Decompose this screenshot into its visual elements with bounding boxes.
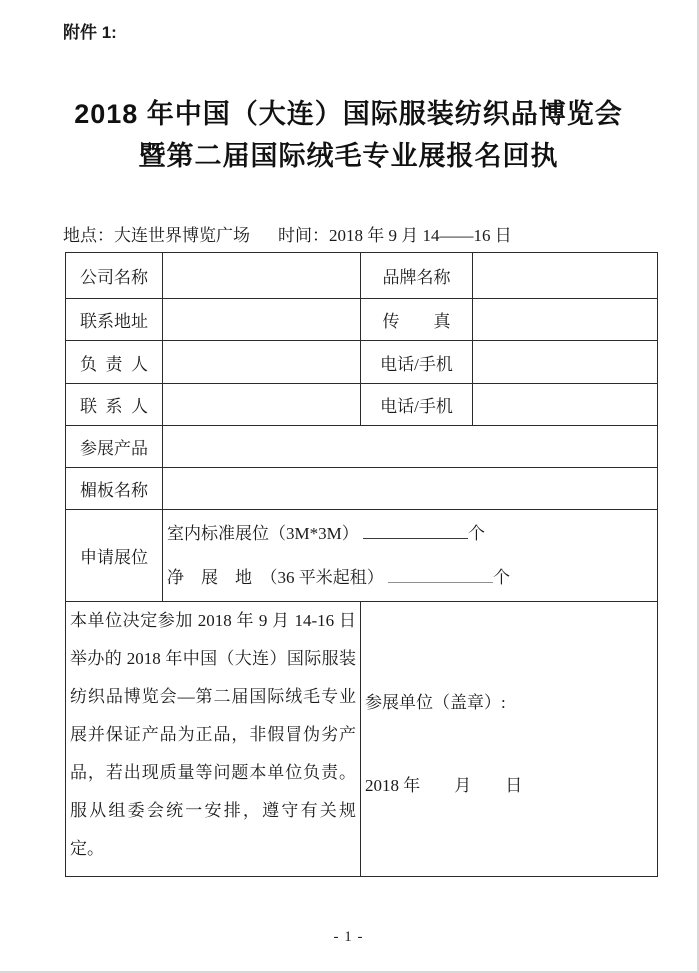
fascia-name-field[interactable] — [163, 468, 658, 510]
table-row-principal — [66, 341, 658, 384]
contact-address-field[interactable] — [163, 299, 361, 341]
fax-label: 传 真 — [361, 299, 473, 341]
signature-cell — [361, 602, 658, 877]
principal-phone-label: 电话/手机 — [361, 341, 473, 384]
booth-option-indoor-unit: 个 — [467, 523, 485, 543]
registration-table — [65, 252, 658, 877]
brand-name-label: 品牌名称 — [361, 253, 473, 299]
contact-person-label: 联 系 人 — [66, 384, 163, 426]
booth-option-rawspace-text: 净 展 地 （36 平米起租） — [167, 567, 384, 587]
exhibit-products-label: 参展产品 — [66, 426, 163, 468]
principal-field[interactable] — [163, 341, 361, 384]
booth-apply-label: 申请展位 — [66, 510, 163, 602]
booth-option-rawspace — [167, 556, 653, 600]
table-row-products — [66, 426, 658, 468]
booth-option-indoor-quantity-blank[interactable] — [363, 521, 468, 539]
fax-field[interactable] — [473, 299, 658, 341]
table-row-contact — [66, 384, 658, 426]
principal-phone-field[interactable] — [473, 341, 658, 384]
contact-person-field[interactable] — [163, 384, 361, 426]
booth-option-rawspace-quantity-blank[interactable] — [388, 565, 493, 583]
table-row-pledge-signature — [66, 602, 658, 877]
booth-option-indoor-text: 室内标准展位（3M*3M） — [167, 523, 359, 543]
company-name-label: 公司名称 — [66, 253, 163, 299]
table-row-fascia — [66, 468, 658, 510]
contact-phone-label: 电话/手机 — [361, 384, 473, 426]
attachment-note: 附件 1: — [63, 23, 117, 42]
page-number: - 1 - — [333, 929, 364, 945]
contact-address-label: 联系地址 — [66, 299, 163, 341]
event-meta-line — [63, 221, 512, 246]
document-title-line1: 2018 年中国（大连）国际服装纺织品博览会 — [74, 99, 623, 129]
venue-text: 地点：大连世界博览广场 — [63, 226, 250, 245]
booth-options-cell — [163, 510, 658, 602]
brand-name-field[interactable] — [473, 253, 658, 299]
contact-phone-field[interactable] — [473, 384, 658, 426]
document-title-line2: 暨第二届国际绒毛专业展报名回执 — [138, 141, 559, 171]
table-row-booth-request — [66, 510, 658, 602]
fascia-name-label: 楣板名称 — [66, 468, 163, 510]
signature-date-line: 2018 年 月 日 — [365, 776, 523, 795]
signature-stamp-label: 参展单位（盖章）: — [365, 693, 506, 712]
pledge-text-cell: 本单位决定参加 2018 年 9 月 14-16 日举办的 2018 年中国（大连）国际服装纺织品博览会—第二届国际绒毛专业展并保证产品为正品，非假冒伪劣产品，若出现质量等问题本单位负责。服从组委会统一安排，遵守有关规定。 — [66, 602, 361, 877]
table-row-address-fax — [66, 299, 658, 341]
booth-option-indoor — [167, 512, 653, 556]
principal-label: 负 责 人 — [66, 341, 163, 384]
time-text: 时间：2018 年 9 月 14——16 日 — [278, 226, 512, 245]
booth-option-rawspace-unit: 个 — [493, 567, 510, 587]
document-title — [0, 93, 697, 177]
exhibit-products-field[interactable] — [163, 426, 658, 468]
table-row-company-brand — [66, 253, 658, 299]
company-name-field[interactable] — [163, 253, 361, 299]
